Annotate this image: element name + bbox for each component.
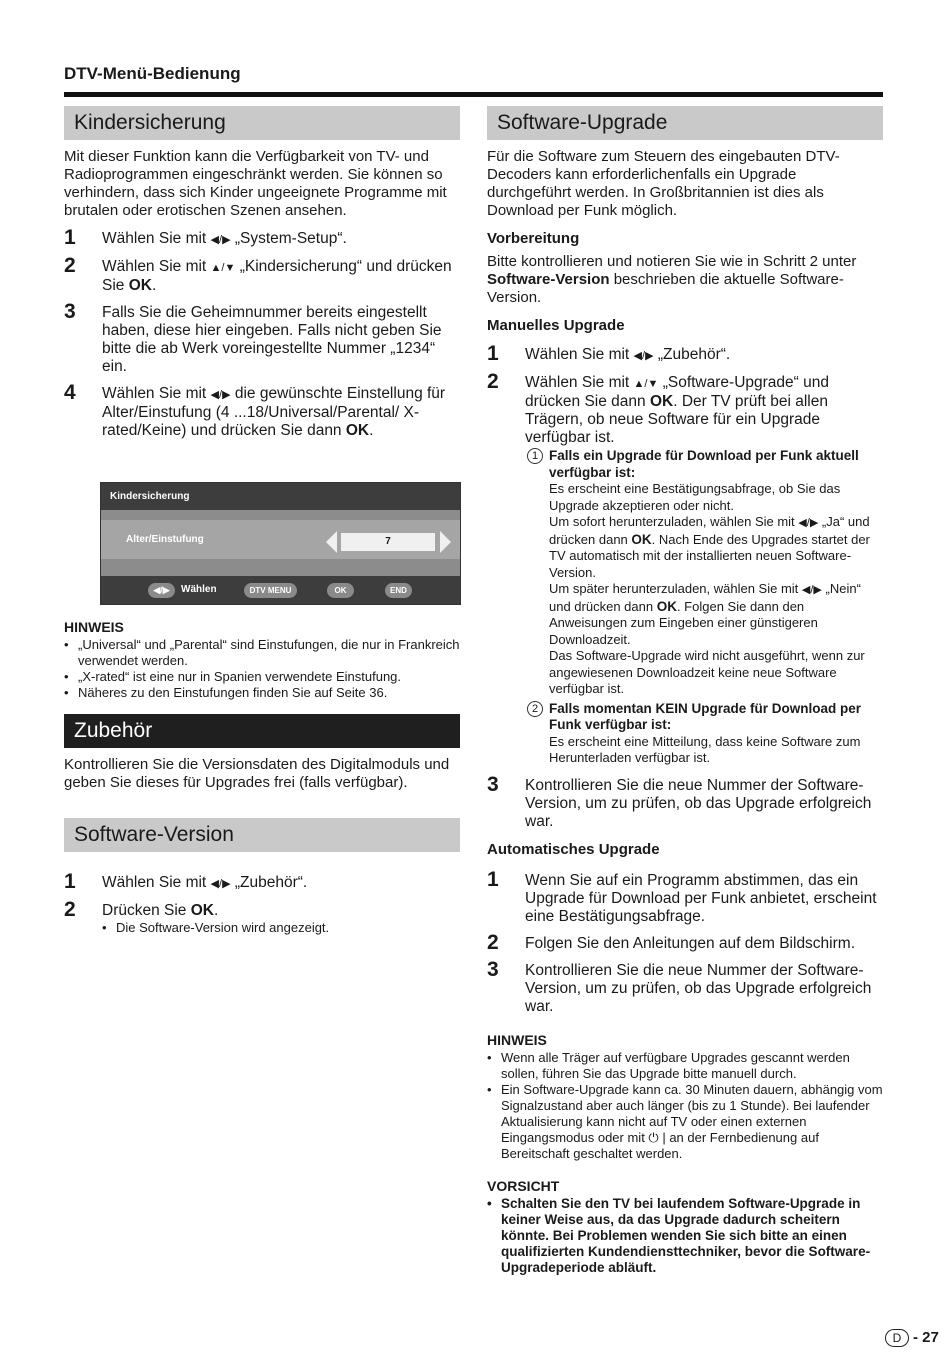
section-title-zubehoer: Zubehör [64,714,460,748]
tv-menu-select-label: Wählen [181,584,217,595]
upgrade-hinweis-list [487,1050,883,1162]
page-number: D - 27 [885,1329,939,1347]
dtv-menu-button: DTV MENU [244,583,297,598]
vorsicht-list [487,1196,883,1276]
vorsicht-item: • Schalten Sie den TV bei laufendem Software-Upgrade in keiner Weise aus, da das Upgrade dadurch scheitern könnte. Bei Problemen wenden Sie sich bitte an einen qualifizierten Kundendiensttechniker, bevor die Software-Upgradeperiode abläuft. [487,1196,883,1276]
step-number: 1 [487,867,499,891]
vorbereitung-text: Bitte kontrollieren und notieren Sie wie in Schritt 2 unter Software-Version beschrieben die aktuelle Software-Version. [487,253,857,306]
hinweis-item: • Wenn alle Träger auf verfügbare Upgrades gescannt werden sollen, führen Sie das Upgrade bitte manuell durch. [487,1050,883,1082]
header-rule [64,92,883,97]
tv-menu-title: Kindersicherung [101,483,460,510]
manual-step-3: 3 Kontrollieren Sie die neue Nummer der Software-Version, um zu prüfen, ob das Upgrade erfolgreich war. [487,772,872,830]
step-number: 2 [64,254,76,277]
hinweis-item: • „X-rated“ ist eine nur in Spanien verwendete Einstufung. [64,669,460,685]
left-right-arrows-icon: ◀/▶ [801,584,822,596]
step-number: 3 [64,300,76,323]
manual-step-2: 2 Wählen Sie mit ▲/▼ „Software-Upgrade“ und drücken Sie dann OK. Der TV prüft bei allen Trägern, ob neue Software für ein Upgrade verfügbar ist. 1 Falls ein Upgrade für Download per Funk aktuell verfügbar ist: Es erscheint eine Bestätigungsabfrage, ob Sie das Upgrade akzeptieren oder nicht. Um sofort herunterzuladen, wählen Sie mit ◀/▶ „Ja“ und drücken dann OK. Nach Ende des Upgrades startet der TV automatisch mit der installierten neuen Software-Version. Um später herunterzuladen, wählen Sie mit ◀/▶ „Nein“ und drücken dann OK. Folgen Sie dann den Anweisungen zum Eingeben einer günstigeren Downloadzeit. Das Software-Upgrade wird nicht ausgeführt, wenn zur angewiesenen Downloadzeit keine neue Software verfügbar ist. 2 Falls momentan KEIN Upgrade für Download per Funk verfügbar ist: Es erscheint eine Mitteilung, dass keine Software zum Herunterladen verfügbar ist. [487,374,883,767]
language-badge: D [885,1329,909,1347]
hinweis-list [64,637,460,701]
kinder-step-1: 1 Wählen Sie mit ◀/▶ „System-Setup“. [64,226,347,249]
auto-step-1: 1 Wenn Sie auf ein Programm abstimmen, das ein Upgrade für Download per Funk anbietet, erscheint eine Bestätigungsabfrage. [487,867,877,925]
left-right-arrows-icon: ◀/▶ [798,517,819,529]
vorsicht-title: VORSICHT [487,1177,560,1194]
right-column [487,106,883,1276]
step-number: 1 [64,226,76,249]
kinder-step-2: 2 Wählen Sie mit ▲/▼ „Kindersicherung“ und drücken Sie OK. [64,254,452,294]
step-number: 2 [64,898,76,921]
hinweis-title: HINWEIS [64,619,124,635]
tv-menu-row-value: 7 [341,533,435,551]
hinweis-item: • Ein Software-Upgrade kann ca. 30 Minuten dauern, abhängig vom Signalzustand aber auch länger (bis zu 1 Stunde). Bei laufender Aktualisierung kann nicht auf TV oder einen externen Eingangsmodus oder mit ⏻ | an der Fernbedienung auf Bereitschaft geschaltet werden. [487,1082,883,1162]
up-down-arrows-icon: ▲/▼ [210,262,236,274]
zubehoer-text: Kontrollieren Sie die Versionsdaten des Digitalmoduls und geben Sie dieses für Upgrades frei (falls verfügbar). [64,756,450,791]
ok-button: OK [327,583,354,598]
vorbereitung-title: Vorbereitung [487,230,580,247]
end-button: END [385,583,412,598]
version-step-1: 1 Wählen Sie mit ◀/▶ „Zubehör“. [64,870,308,893]
step-number: 3 [487,957,499,981]
tv-menu-screenshot [100,482,461,605]
left-column [64,106,460,449]
tv-menu-row-label: Alter/Einstufung [126,534,204,545]
step-number: 4 [64,381,76,404]
left-arrow-icon [326,531,337,553]
tv-menu-footer [101,576,460,604]
circled-number-1: 1 [527,448,543,464]
step-number: 3 [487,772,499,796]
section-title-software-upgrade: Software-Upgrade [487,106,883,140]
auto-step-2: 2 Folgen Sie den Anleitungen auf dem Bildschirm. [487,930,856,954]
tv-menu-row [101,520,460,559]
step-number: 1 [487,342,499,365]
case-1: 1 Falls ein Upgrade für Download per Funk aktuell verfügbar ist: Es erscheint eine Bestätigungsabfrage, ob Sie das Upgrade akzeptieren oder nicht. Um sofort herunterzuladen, wählen Sie mit ◀/▶ „Ja“ und drücken dann OK. Nach Ende des Upgrades startet der TV automatisch mit der installierten neuen Software-Version. Um später herunterzuladen, wählen Sie mit ◀/▶ „Nein“ und drücken dann OK. Folgen Sie dann den Anweisungen zum Eingeben einer günstigeren Downloadzeit. Das Software-Upgrade wird nicht ausgeführt, wenn zur angewiesenen Downloadzeit keine neue Software verfügbar ist. [525,448,883,698]
manual-step-1: 1 Wählen Sie mit ◀/▶ „Zubehör“. [487,342,731,365]
step-number: 2 [487,370,499,393]
left-right-arrows-icon: ◀/▶ [148,583,175,598]
upgrade-hinweis-title: HINWEIS [487,1031,547,1048]
auto-upgrade-title: Automatisches Upgrade [487,840,660,858]
version-step-2: 2 Drücken Sie OK. • Die Software-Version wird angezeigt. [64,902,460,936]
left-right-arrows-icon: ◀/▶ [633,350,654,362]
up-down-arrows-icon: ▲/▼ [633,378,659,390]
power-icon: ⏻ | [648,1129,666,1145]
step-number: 1 [64,870,76,893]
kinder-intro: Mit dieser Funktion kann die Verfügbarkeit von TV- und Radioprogrammen eingeschränkt werden. Sie können so verhindern, dass sich Kinder ungeeignete Programme mit brutalen oder erotischen Szenen ansehen. [64,148,447,219]
hinweis-item: • Näheres zu den Einstufungen finden Sie auf Seite 36. [64,685,460,701]
right-arrow-icon [440,531,451,553]
left-right-arrows-icon: ◀/▶ [210,389,231,401]
left-right-arrows-icon: ◀/▶ [210,878,231,890]
kinder-step-3: 3 Falls Sie die Geheimnummer bereits eingestellt haben, diese hier eingeben. Falls nicht geben Sie bitte die ab Werk voreingestellte Nummer „1234“ ein. [64,300,442,375]
version-bullet: • Die Software-Version wird angezeigt. [102,920,460,936]
left-column-lower [64,619,460,945]
manual-upgrade-title: Manuelles Upgrade [487,317,625,334]
hinweis-item: • „Universal“ und „Parental“ sind Einstufungen, die nur in Frankreich verwendet werden. [64,637,460,669]
page-header: DTV-Menü-Bedienung [64,64,241,83]
section-title-software-version: Software-Version [64,818,460,852]
step-number: 2 [487,930,499,954]
left-right-arrows-icon: ◀/▶ [210,234,231,246]
kinder-step-4: 4 Wählen Sie mit ◀/▶ die gewünschte Einstellung für Alter/Einstufung (4 ...18/Universal/Parental/ X-rated/Keine) und drücken Sie dann OK. [64,381,446,439]
upgrade-intro: Für die Software zum Steuern des eingebauten DTV-Decoders kann erforderlichenfalls ein Upgrade durchgeführt werden. In Großbritannien ist dies als Download per Funk möglich. [487,148,840,219]
auto-step-3: 3 Kontrollieren Sie die neue Nummer der Software-Version, um zu prüfen, ob das Upgrade erfolgreich war. [487,957,872,1015]
circled-number-2: 2 [527,701,543,717]
case-2: 2 Falls momentan KEIN Upgrade für Download per Funk verfügbar ist: Es erscheint eine Mitteilung, dass keine Software zum Herunterladen verfügbar ist. [525,701,883,767]
section-title-kindersicherung: Kindersicherung [64,106,460,140]
